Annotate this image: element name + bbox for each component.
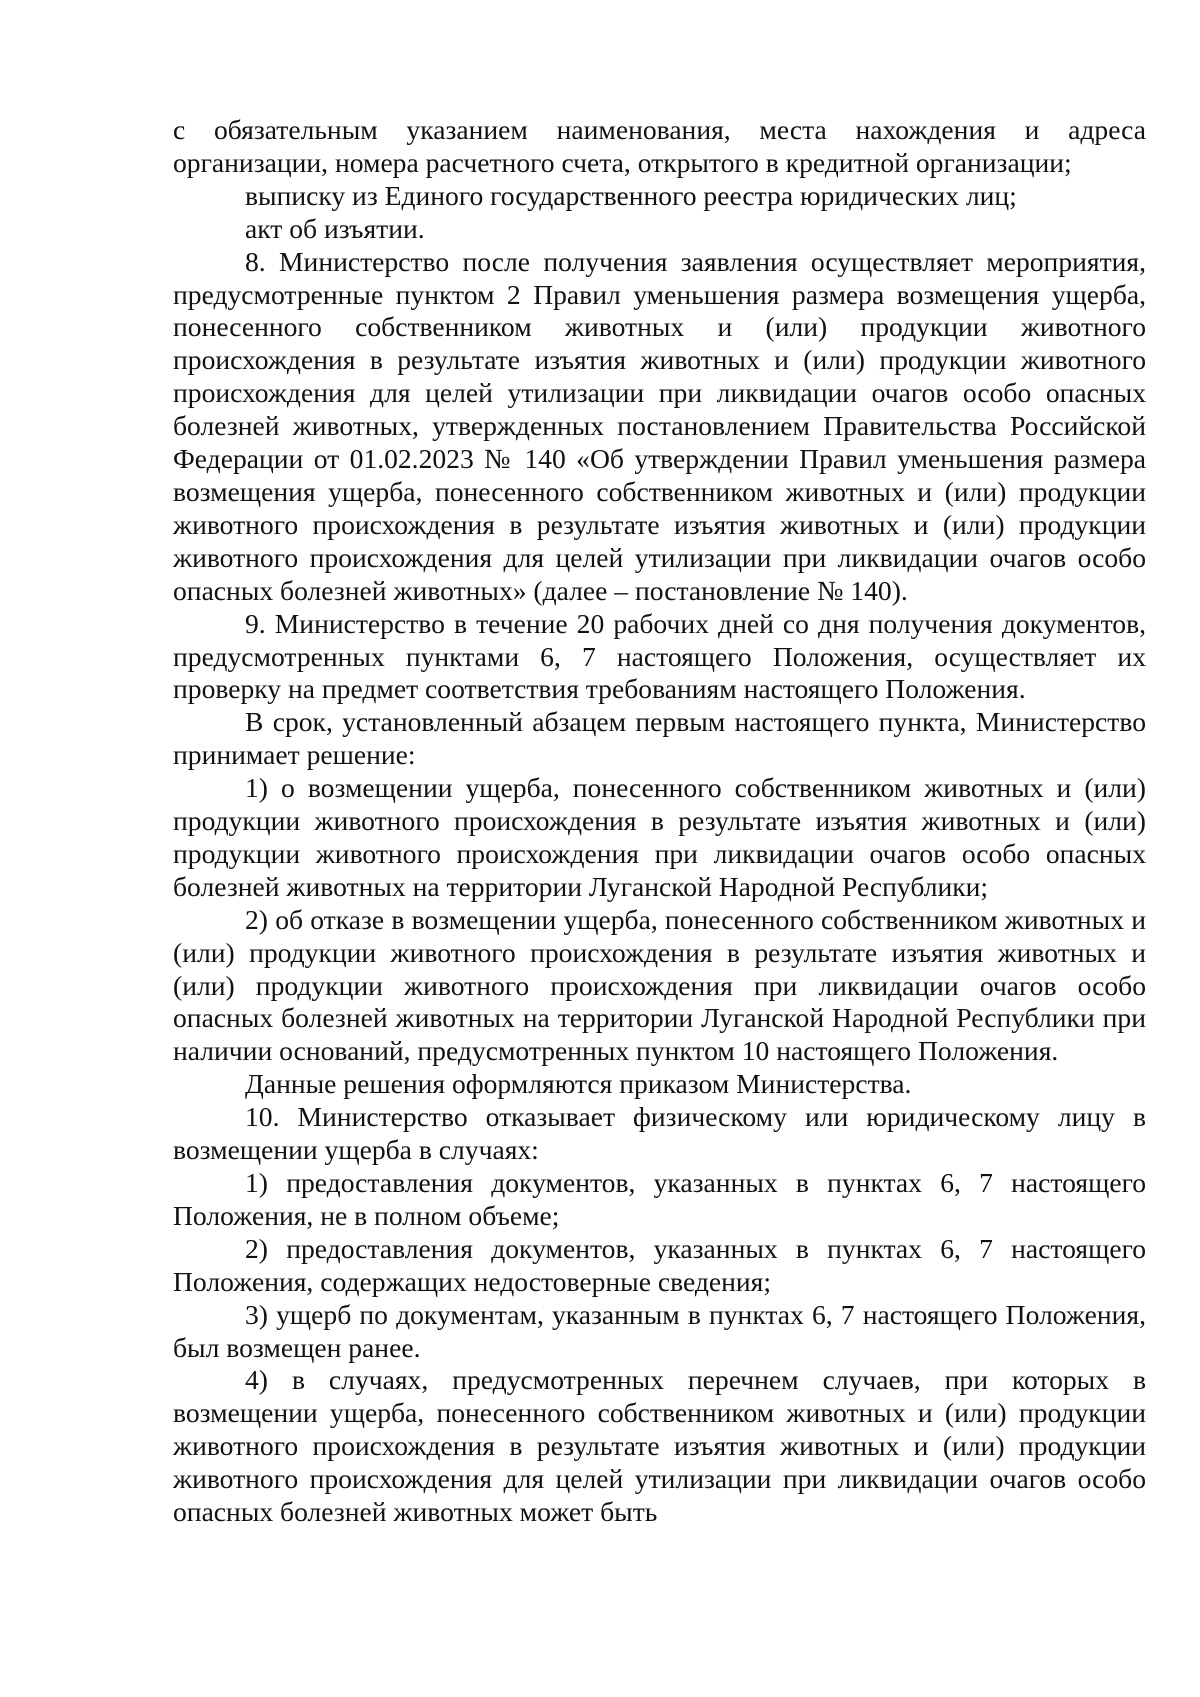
paragraph-item-10: 10. Министерство отказывает физическому или юридическому лицу в возмещении ущерба в случаях: — [173, 1101, 1146, 1166]
list-item: 2) об отказе в возмещении ущерба, понесенного собственником животных и (или) продукции животного происхождения в результате изъятия животных и (или) продукции животного происхождения при ликвидации очагов особо опасных болезней животных на территории Луганской Народной Республики при наличии оснований, предусмотренных пунктом 10 настоящего Положения. — [173, 903, 1146, 1067]
paragraph: Данные решения оформляются приказом Министерства. — [245, 1068, 912, 1100]
paragraph-item-9: 9. Министерство в течение 20 рабочих дней со дня получения документов, предусмотренных пунктами 6, 7 настоящего Положения, осуществляет их проверку на предмет соответствия требованиям настоящего Положения. — [173, 607, 1146, 705]
list-item: 1) предоставления документов, указанных в пунктах 6, 7 настоящего Положения, не в полном объеме; — [173, 1167, 1146, 1231]
paragraph: выписку из Единого государственного реестра юридических лиц; — [245, 179, 1017, 211]
list-item: 4) в случаях, предусмотренных перечнем случаев, при которых в возмещении ущерба, понесенного собственником животных и (или) продукции животного происхождения в результате изъятия животных и (или) продукции животного происхождения для целей утилизации при ликвидации очагов особо опасных болезней животных может быть — [173, 1364, 1146, 1528]
list-item: 1) о возмещении ущерба, понесенного собственником животных и (или) продукции животного происхождения в результате изъятия животных и (или) продукции животного происхождения при ликвидации очагов особо опасных болезней животных на территории Луганской Народной Республики; — [173, 772, 1146, 902]
list-item: 3) ущерб по документам, указанным в пунктах 6, 7 настоящего Положения, был возмещен ранее. — [173, 1298, 1146, 1363]
paragraph: В срок, установленный абзацем первым настоящего пункта, Министерство принимает решение: — [173, 706, 1146, 771]
paragraph: с обязательным указанием наименования, места нахождения и адреса организации, номера расчетного счета, открытого в кредитной организации; — [173, 114, 1146, 178]
paragraph-item-8: 8. Министерство после получения заявления осуществляет мероприятия, предусмотренные пунктом 2 Правил уменьшения размера возмещения ущерба, понесенного собственником животных и (или) продукции животного происхождения в результате изъятия животных и (или) продукции животного происхождения для целей утилизации при ликвидации очагов особо опасных болезней животных, утвержденных постановлением Правительства Российской Федерации от 01.02.2023 № 140 «Об утверждении Правил уменьшения размера возмещения ущерба, понесенного собственником животных и (или) продукции животного происхождения в результате изъятия животных и (или) продукции животного происхождения для целей утилизации при ликвидации очагов особо опасных болезней животных» (далее – постановление № 140). — [173, 245, 1146, 606]
paragraph: акт об изъятии. — [245, 212, 425, 244]
document-body — [173, 114, 1146, 1529]
list-item: 2) предоставления документов, указанных в пунктах 6, 7 настоящего Положения, содержащих недостоверные сведения; — [173, 1232, 1146, 1297]
